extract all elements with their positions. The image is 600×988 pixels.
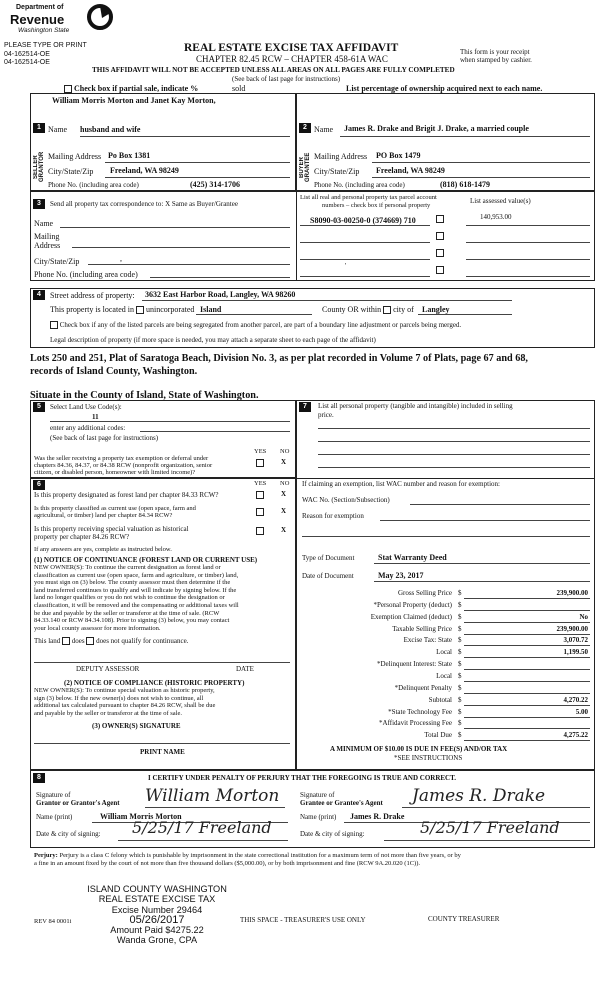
grantor-date-city: 5/25/17 Freeland	[132, 818, 272, 837]
corr-mailing-label-2: Address	[34, 241, 61, 250]
calc-currency: $	[458, 695, 462, 704]
exemption-claim: If claiming an exemption, list WAC number and reason for exemption:	[302, 480, 500, 488]
seller-name-1: William Morris Morton and Janet Kay Morton,	[52, 96, 216, 105]
grantee-date-city: 5/25/17 Freeland	[420, 818, 560, 837]
calc-currency: $	[458, 707, 462, 716]
perjury-line-1	[34, 852, 461, 859]
perjury-text-1: Perjury is a class C felony which is punishable by imprisonment in the state correctional institution for a maximum term of not more than five years, or by	[59, 852, 461, 859]
calc-label: *Personal Property (deduct)	[373, 600, 452, 609]
calc-underline	[464, 693, 590, 694]
s6-yes: YES	[254, 480, 267, 487]
corr-name-label: Name	[34, 219, 54, 228]
buyer-mailing: PO Box 1479	[376, 151, 421, 160]
county-or-text: County OR within	[322, 305, 382, 314]
parcel-stray-mark: '	[345, 262, 347, 270]
perjury-label: Perjury:	[34, 852, 58, 859]
segregated-note	[50, 321, 461, 329]
calc-label: Taxable Selling Price	[392, 624, 452, 633]
calc-underline	[464, 645, 590, 646]
notice1-line: 84.33.140 or RCW 84.34.108). Prior to signing (3) below, you may contact	[34, 617, 230, 625]
grantee-date-label: Date & city of signing:	[300, 830, 365, 838]
calc-label: Exemption Claimed (deduct)	[370, 612, 452, 621]
city-of-checkbox[interactable]	[383, 306, 391, 314]
grantee-signature: James R. Drake	[412, 786, 546, 806]
calc-underline	[464, 728, 590, 729]
parcel-checkbox-1[interactable]	[436, 214, 444, 223]
pct-ownership: List percentage of ownership acquired next to each name.	[346, 84, 543, 93]
street-address: 3632 East Harbor Road, Langley, WA 98260	[145, 290, 296, 299]
section-7-number: 7	[299, 402, 311, 412]
calc-currency: $	[458, 600, 462, 609]
corr-phone-label: Phone No. (including area code)	[34, 270, 138, 279]
min-due: A MINIMUM OF $10.00 IS DUE IN FEE(S) AND/OR TAX	[330, 745, 508, 753]
notice1-body	[34, 564, 239, 632]
correspondence-instruction: Send all property tax correspondence to: X Same as Buyer/Grantee	[50, 200, 238, 208]
s6-q3-no-x: X	[281, 526, 287, 534]
notice1-line: classification, it will be removed and the compensating or additional taxes will	[34, 601, 239, 609]
parcel-checkbox-2[interactable]	[436, 231, 444, 240]
city-of-text: city of	[393, 305, 414, 314]
parcel-checkbox-4[interactable]	[436, 265, 444, 274]
dept-line3: Washington State	[18, 27, 70, 34]
county-or	[322, 305, 414, 314]
grantor-name-label: Name (print)	[36, 813, 73, 821]
parcel-number: S8090-03-00250-0 (374669) 710	[310, 216, 416, 225]
doc-type: Stat Warranty Deed	[378, 553, 447, 562]
s6-q1-yes-checkbox[interactable]	[256, 490, 264, 499]
land-use-code: 11	[92, 413, 99, 421]
calc-currency: $	[458, 683, 462, 692]
land-use-yes: YES	[254, 448, 267, 455]
does-checkbox[interactable]	[62, 637, 70, 645]
calc-underline	[464, 740, 590, 741]
calc-label: *State Technology Fee	[388, 707, 452, 716]
street-label: Street address of property:	[50, 291, 135, 300]
calc-currency: $	[458, 589, 462, 597]
seller-name-label: Name	[48, 125, 68, 134]
buyer-city: Freeland, WA 98249	[376, 166, 445, 175]
grantee-agent-label: Grantee or Grantee's Agent	[300, 799, 383, 807]
exemption-yes-checkbox[interactable]	[256, 458, 264, 467]
seller-mailing: Po Box 1381	[108, 151, 151, 160]
parcel-header-1: List all real and personal property tax parcel account	[300, 194, 437, 201]
form-title: REAL ESTATE EXCISE TAX AFFIDAVIT	[184, 42, 399, 54]
seller-phone-label: Phone No. (including area code)	[48, 181, 139, 189]
county-value: Island	[200, 305, 222, 314]
notice2-line: NEW OWNER(S): To continue special valuation as historic property,	[34, 687, 215, 694]
seller-phone: (425) 314-1706	[190, 180, 240, 189]
calc-label: Excise Tax: State	[403, 636, 452, 645]
notice2-body	[34, 687, 215, 717]
notice1-line: land no longer qualifies or you do not wish to continue the designation or	[34, 594, 225, 602]
see-instructions: *SEE INSTRUCTIONS	[394, 754, 463, 762]
corr-mailing-label-1: Mailing	[34, 232, 60, 241]
notice2-line: additional tax calculated pursuant to chapter 84.26 RCW, shall be due	[34, 702, 216, 710]
notice1-line: land transferred continues to qualify and will indicate by signing below. If the	[34, 586, 237, 594]
treasurer-space: THIS SPACE - TREASURER'S USE ONLY	[240, 916, 366, 924]
legal-desc-2: records of Island County, Washington.	[30, 366, 198, 377]
doc-date-label: Date of Document	[302, 572, 354, 580]
stamp-line-4: 05/26/2017	[129, 913, 185, 926]
corr-city-comma: ,	[120, 254, 122, 263]
this-land-row	[34, 637, 188, 645]
form-code-1: 04-162514-OE	[4, 51, 50, 58]
grantor-signature: William Morton	[145, 786, 280, 806]
exemption-q-3: citizen, or disabled person, homeowner with limited income)?	[34, 469, 196, 476]
notice1-line: your local county assessor for more information.	[34, 624, 161, 632]
land-use-no: NO	[280, 448, 290, 455]
calc-label: *Delinquent Interest: State	[376, 660, 452, 669]
legal-desc-1: Lots 250 and 251, Plat of Saratoga Beach, Division No. 3, as per plat recorded in Volume 7 of Plats, page 67 and 68,	[30, 353, 528, 364]
calc-currency: $	[458, 612, 462, 621]
rev-code: REV 84 0001i	[34, 918, 72, 925]
calc-underline	[464, 705, 590, 706]
s6-q3-yes-checkbox[interactable]	[256, 526, 264, 535]
deputy-date: DATE	[236, 665, 254, 673]
s6-no: NO	[280, 480, 290, 487]
land-use-additional: enter any additional codes:	[50, 424, 126, 432]
receipt-note-1: This form is your receipt	[460, 48, 530, 56]
calc-value: 4,270.22	[563, 695, 588, 704]
county-treasurer: COUNTY TREASURER	[428, 915, 500, 923]
exemption-q-1: Was the seller receiving a property tax exemption or deferral under	[34, 455, 209, 462]
partial-sale	[64, 84, 198, 93]
notice1-line: you must sign on (3) below. The county assessor must then determine if the	[34, 579, 231, 587]
s6-if-yes: If any answers are yes, complete as instructed below.	[34, 546, 172, 553]
corr-city-label: City/State/Zip	[34, 257, 80, 266]
stamp-line-5: Amount Paid $4275.22	[110, 925, 204, 936]
grantee-name-label: Name (print)	[300, 813, 337, 821]
seller-mailing-label: Mailing Address	[48, 152, 102, 161]
assessed-value: 140,953.00	[480, 213, 512, 221]
notice1-line: NEW OWNER(S): To continue the current designation as forest land or	[34, 564, 221, 571]
notice2-line: sign (3) below. If the new owner(s) does not wish to continue, all	[34, 694, 204, 702]
calc-label: Total Due	[424, 731, 452, 740]
stamp-line-6: Wanda Grone, CPA	[116, 935, 198, 946]
doc-type-label: Type of Document	[302, 554, 355, 562]
calc-underline	[464, 669, 590, 670]
revenue-logo	[4, 2, 124, 44]
calc-currency: $	[458, 660, 462, 669]
does-not-label: does not qualify for continuance.	[96, 637, 189, 645]
section-5-number: 5	[33, 402, 45, 412]
calc-label: Local	[436, 648, 452, 657]
certify-text: I CERTIFY UNDER PENALTY OF PERJURY THAT THE FOREGOING IS TRUE AND CORRECT.	[148, 774, 457, 782]
dept-line2: Revenue	[10, 12, 65, 27]
calc-label: Subtotal	[428, 695, 452, 704]
exemption-q-2: chapters 84.36, 84.37, or 84.38 RCW (nonprofit organization, senior	[34, 462, 213, 469]
section-3-number: 3	[33, 199, 45, 209]
grantee-name-print: James R. Drake	[350, 812, 405, 821]
parcel-header-2: numbers – check box if personal property	[322, 202, 431, 209]
stamp-line-2: REAL ESTATE EXCISE TAX	[98, 894, 216, 905]
buyer-mailing-label: Mailing Address	[314, 152, 368, 161]
see-back: (See back of last page for instructions)	[232, 75, 341, 83]
notice1-title: (1) NOTICE OF CONTINUANCE (FOREST LAND OR CURRENT USE)	[34, 556, 258, 564]
grantor-date-label: Date & city of signing:	[36, 830, 101, 838]
reason-label: Reason for exemption	[302, 512, 364, 520]
section-8-number: 8	[33, 773, 45, 783]
form-code-2: 04-162514-OE	[4, 59, 50, 66]
unincorporated-text: unincorporated	[145, 305, 195, 314]
s6-q2-no-x: X	[281, 507, 287, 515]
please-type: PLEASE TYPE OR PRINT	[4, 42, 87, 49]
calc-underline	[464, 681, 590, 682]
owner-signature: (3) OWNER(S) SIGNATURE	[92, 722, 181, 730]
partial-sale-label: Check box if partial sale, indicate %	[74, 84, 199, 93]
s6-q2a: Is this property classified as current use (open space, farm and	[34, 505, 196, 512]
s6-q3b: property per chapter 84.26 RCW?	[34, 533, 130, 541]
warning-text: THIS AFFIDAVIT WILL NOT BE ACCEPTED UNLESS ALL AREAS ON ALL PAGES ARE FULLY COMPLETED	[92, 66, 455, 74]
section-6-number: 6	[33, 480, 45, 490]
located-text: This property is located in	[50, 305, 134, 314]
personal-prop-2: price.	[318, 411, 334, 419]
calc-underline	[464, 622, 590, 623]
calc-label: Local	[436, 671, 452, 680]
wac-label: WAC No. (Section/Subsection)	[302, 496, 390, 504]
calc-underline	[464, 717, 590, 718]
assessed-header: List assessed value(s)	[470, 197, 531, 205]
does-label: does	[71, 637, 85, 645]
calc-label: *Delinquent Penalty	[394, 683, 452, 692]
land-use-select: Select Land Use Code(s):	[50, 403, 122, 411]
does-not-checkbox[interactable]	[86, 637, 94, 645]
notice1-line: be due and payable by the seller or transferor at the time of sale. (RCW	[34, 609, 220, 617]
s6-q2b: agricultural, or timber) land per chapter 84.34 RCW?	[34, 512, 173, 519]
s6-q3a: Is this property receiving special valuation as historical	[34, 525, 189, 533]
perjury-text-2: a fine in an amount fixed by the court of not more than five thousand dollars ($5,000.00), or by both imprisonment and fine (RCW 9A.20.020 (1C)).	[34, 860, 421, 867]
calc-underline	[464, 610, 590, 611]
s6-q1: Is this property designated as forest land per chapter 84.33 RCW?	[34, 491, 219, 499]
stamp-line-1: ISLAND COUNTY WASHINGTON	[87, 884, 227, 894]
exemption-no-x: X	[281, 458, 287, 466]
city-value: Langley	[422, 305, 450, 314]
s6-q2-yes-checkbox[interactable]	[256, 507, 264, 516]
calc-label: Gross Selling Price	[397, 589, 452, 597]
section-2-number: 2	[299, 123, 311, 133]
revenue-logo-icon	[86, 4, 116, 30]
located-label	[50, 305, 194, 314]
dept-line1: Department of	[16, 4, 64, 11]
parcel-checkbox-3[interactable]	[436, 248, 444, 257]
legal-note: Legal description of property (if more space is needed, you may attach a separate sheet to each page of the affidavit)	[50, 336, 376, 344]
receipt-note-2: when stamped by cashier.	[460, 56, 532, 64]
personal-prop-1: List all personal property (tangible and intangible) included in selling	[318, 402, 513, 410]
calc-currency: $	[458, 636, 462, 645]
segregated-checkbox[interactable]	[50, 321, 58, 329]
buyer-side-label: BUYER GRANTEE	[299, 152, 311, 182]
calc-value: No	[579, 612, 588, 621]
calc-value: 3,070.72	[563, 636, 588, 645]
treasurer-stamp	[82, 884, 232, 946]
grantor-agent-label: Grantor or Grantor's Agent	[36, 799, 120, 807]
seller-side-label: SELLER GRANTOR	[33, 151, 45, 183]
calc-currency: $	[458, 624, 462, 633]
buyer-name-label: Name	[314, 125, 334, 134]
calc-currency: $	[458, 719, 462, 728]
sold-label: sold	[232, 84, 246, 93]
stamp-line-3: Excise Number 29464	[111, 904, 203, 915]
calc-underline	[464, 598, 590, 599]
seller-city-label: City/State/Zip	[48, 167, 94, 176]
calc-label: *Affidavit Processing Fee	[379, 719, 452, 728]
print-name: PRINT NAME	[140, 748, 185, 756]
calc-value: 1,199.50	[563, 648, 588, 657]
calc-underline	[464, 657, 590, 658]
land-use-see-back: (See back of last page for instructions)	[50, 434, 159, 442]
notice2-line: and payable by the seller or transferor at the time of sale.	[34, 709, 182, 717]
calc-value: 5.00	[575, 707, 588, 716]
deputy-assessor: DEPUTY ASSESSOR	[76, 665, 140, 673]
calc-value: 239,900.00	[556, 624, 588, 633]
s6-q1-no-x: X	[281, 490, 287, 498]
unincorporated-checkbox[interactable]	[136, 306, 144, 314]
notice2-title: (2) NOTICE OF COMPLIANCE (HISTORIC PROPERTY)	[64, 679, 245, 687]
segregated-text: Check box if any of the listed parcels are being segregated from another parcel, are part of a boundary line adjustment or parcels being merged.	[59, 321, 462, 329]
grantee-sig-of: Signature of	[300, 791, 335, 799]
seller-name-2: husband and wife	[80, 125, 141, 134]
this-land-label: This land	[34, 637, 61, 645]
calc-value: 239,900.00	[556, 589, 588, 597]
notice1-line: classification as current use (open space, farm and agriculture, or timber) land,	[34, 571, 239, 579]
calc-currency: $	[458, 671, 462, 680]
doc-date: May 23, 2017	[378, 571, 424, 580]
buyer-city-label: City/State/Zip	[314, 167, 360, 176]
grantor-name-print: William Morris Morton	[100, 812, 182, 821]
calc-currency: $	[458, 731, 462, 740]
form-subtitle: CHAPTER 82.45 RCW – CHAPTER 458-61A WAC	[196, 54, 388, 64]
legal-desc-3: Situate in the County of Island, State of Washington.	[30, 390, 259, 401]
seller-city: Freeland, WA 98249	[110, 166, 179, 175]
grantor-sig-of: Signature of	[36, 791, 71, 799]
buyer-phone: (818) 618-1479	[440, 180, 490, 189]
section-4-number: 4	[33, 290, 45, 300]
calc-underline	[464, 634, 590, 635]
partial-sale-checkbox[interactable]	[64, 85, 72, 93]
calc-value: 4,275.22	[563, 731, 588, 740]
buyer-name: James R. Drake and Brigit J. Drake, a married couple	[344, 124, 529, 133]
buyer-phone-label: Phone No. (including area code)	[314, 181, 405, 189]
calc-currency: $	[458, 648, 462, 657]
section-1-number: 1	[33, 123, 45, 133]
